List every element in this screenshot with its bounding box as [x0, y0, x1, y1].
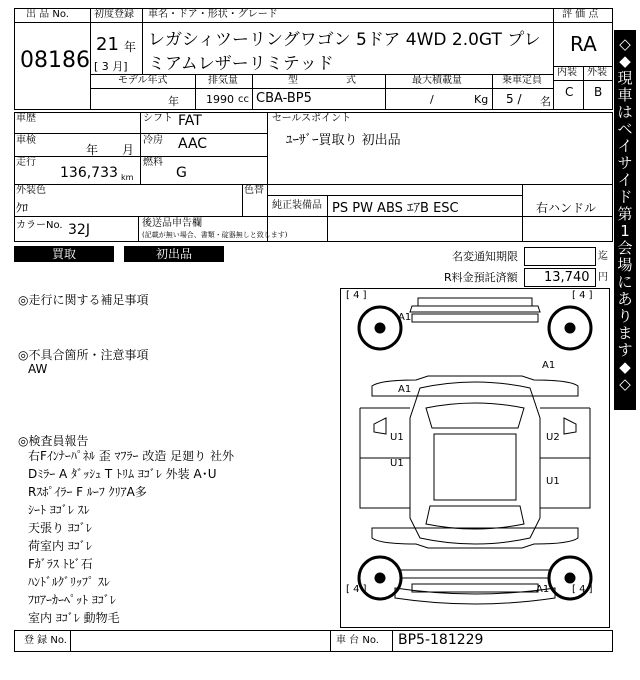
equipment-label: 純正装備品 [272, 200, 322, 211]
inspection-label: 車検 [16, 135, 36, 146]
first-reg-month: [ 3 月] [94, 60, 128, 73]
post-report-note: (記載が無い場合、書類・碇器無しと致します) [142, 231, 288, 239]
side-banner: ◇◆現車はベイサイド第1会場にあります◆◇ [614, 30, 636, 410]
type-value: CBA-BP5 [256, 91, 312, 106]
cooler-label: 冷房 [143, 135, 163, 146]
sales-point-value: ﾕｰｻﾞｰ買取り 初出品 [286, 133, 401, 148]
report-line: 荷室内 ﾖｺﾞﾚ [28, 539, 92, 553]
displacement-value: 1990 [206, 93, 234, 106]
damage-mark: A1 [536, 584, 550, 595]
interior-grade: C [565, 85, 574, 99]
damage-mark: A1 [542, 360, 556, 371]
reg-label: 登 録 No. [24, 635, 67, 646]
post-report-label: 後送品申告欄 [142, 218, 202, 229]
recycle-value: 13,740 [544, 270, 590, 285]
grade-value: RA [570, 32, 597, 56]
notice-unit: 迄 [598, 251, 608, 262]
tag-buyback: 買取 [14, 246, 114, 262]
recycle-label: R料金預託済額 [444, 271, 518, 284]
capacity-label: 乗車定員 [502, 75, 542, 86]
car-diagram [340, 288, 610, 628]
model-year-unit: 年 [168, 95, 179, 108]
displacement-label: 排気量 [208, 75, 238, 86]
capacity-value: 5 / [506, 92, 522, 106]
exterior-grade: B [594, 85, 603, 99]
shift-label: シフト [143, 113, 173, 124]
tire-br-label: [ 4 ] [572, 584, 593, 595]
damage-mark: A1 [398, 384, 412, 395]
notice-box [524, 247, 596, 266]
ext-color-label: 外装色 [16, 185, 46, 196]
max-load-label: 最大積載量 [412, 75, 462, 86]
shift-value: FAT [178, 113, 202, 129]
grade-label: 評 価 点 [562, 9, 599, 20]
supplement-title: ◎走行に関する補足事項 [18, 293, 149, 307]
car-diagram-drawing [340, 288, 610, 628]
type-label-2: 式 [346, 75, 356, 86]
first-reg-label: 初度登録 [94, 9, 134, 20]
damage-mark: A1 [398, 312, 412, 323]
report-line: Fｶﾞﾗｽ ﾄﾋﾞ石 [28, 557, 93, 571]
handle-value: 右ハンドル [536, 201, 597, 215]
lot-number: 08186 [20, 48, 90, 73]
tire-tr-label: [ 4 ] [572, 290, 593, 301]
tire-tl-label: [ 4 ] [346, 290, 367, 301]
type-label: 型 [288, 75, 298, 86]
footer-frame [14, 630, 613, 652]
report-line: 室内 ﾖｺﾞﾚ 動物毛 [28, 611, 120, 625]
tire-icon [359, 307, 591, 599]
report-line: Rｽﾎﾟｲﾗｰ F ﾙｰﾌ ｸﾘｱA多 [28, 485, 147, 499]
first-reg-year-unit: 年 [124, 40, 137, 54]
damage-mark: U1 [546, 476, 560, 487]
chassis-value: BP5-181229 [398, 632, 484, 648]
report-line: 右Fｲﾝﾅｰﾊﾟﾈﾙ 歪 ﾏﾌﾗｰ 改造 足廻り 社外 [28, 449, 234, 463]
max-load-unit: Kg [474, 93, 489, 106]
model-year-label: モデル年式 [118, 75, 168, 86]
report-line: ﾌﾛｱｰｶｰﾍﾟｯﾄ ﾖｺﾞﾚ [28, 593, 116, 607]
inspection-month: 月 [122, 143, 135, 157]
report-line: Dﾐﾗｰ A ﾀﾞｯｼｭ T ﾄﾘﾑ ﾖｺﾞﾚ 外装 A･U [28, 467, 217, 481]
fuel-label: 燃料 [143, 157, 163, 168]
report-line: ｼｰﾄ ﾖｺﾞﾚ ｽﾚ [28, 503, 90, 517]
interior-label: 内装 [557, 67, 577, 78]
chassis-label: 車 台 No. [336, 635, 379, 646]
displacement-unit: cc [238, 94, 249, 105]
capacity-unit: 名 [540, 95, 551, 108]
mileage-value: 136,733 [60, 165, 118, 181]
mileage-unit: km [121, 173, 134, 182]
sales-point-label: セールスポイント [272, 113, 352, 124]
damage-mark: U1 [390, 458, 404, 469]
mileage-label: 走行 [16, 157, 36, 168]
max-load-value: / [430, 93, 434, 106]
history-label: 車歴 [16, 113, 36, 124]
ext-color-value: ｸﾛ [16, 201, 29, 215]
recycle-unit: 円 [598, 272, 608, 283]
cooler-value: AAC [178, 136, 208, 152]
vehicle-name-line2: ミアムレザーリミテッド [148, 54, 334, 74]
exterior-label: 外装 [587, 67, 607, 78]
damage-mark: U1 [390, 432, 404, 443]
first-reg-year: 21 [96, 34, 119, 55]
equipment-value: PS PW ABS ｴｱB ESC [332, 201, 459, 216]
tire-bl-label: [ 4 ] [346, 584, 367, 595]
notice-label: 名変通知期限 [452, 250, 518, 263]
report-line: 天張り ﾖｺﾞﾚ [28, 521, 92, 535]
report-line: ﾊﾝﾄﾞﾙｸﾞﾘｯﾌﾟ ｽﾚ [28, 575, 110, 589]
tag-first-listing: 初出品 [124, 246, 224, 262]
color-change-label: 色替 [244, 185, 264, 196]
fuel-value: G [176, 165, 187, 181]
lot-label: 出 品 No. [26, 9, 69, 20]
defects-title: ◎不具合箇所・注意事項 [18, 348, 149, 362]
vehicle-name-line1: レガシィツーリングワゴン 5ドア 4WD 2.0GT プレ [148, 30, 541, 50]
color-no-value: 32J [68, 222, 90, 238]
damage-mark: U2 [546, 432, 560, 443]
vehicle-label: 車名・ドア・形状・グレード [148, 9, 278, 20]
inspector-title: ◎検査員報告 [18, 434, 89, 448]
inspection-year: 年 [86, 143, 99, 157]
color-no-label: カラーNo. [16, 220, 63, 231]
defects-value: AW [28, 362, 48, 376]
